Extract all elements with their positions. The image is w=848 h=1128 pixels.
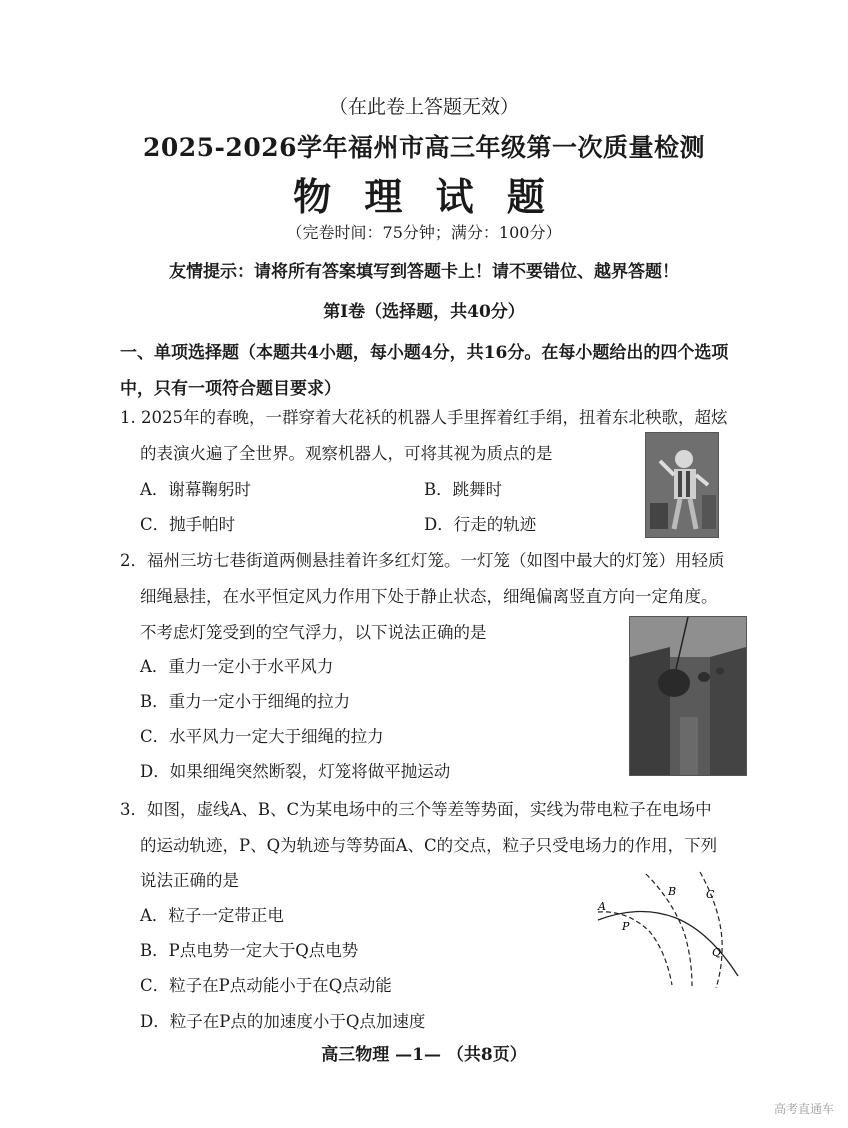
q3-option-b: B．P点电势一定大于Q点电势: [140, 941, 359, 960]
q1-stem-line2: 的表演火遍了全世界。观察机器人，可将其视为质点的是: [140, 444, 553, 463]
label-p: P: [622, 920, 630, 933]
exam-title: 2025-2026学年福州市高三年级第一次质量检测: [142, 133, 706, 162]
label-a: A: [598, 900, 606, 913]
equipotential-a: [598, 912, 672, 985]
q2-option-b: B．重力一定小于细绳的拉力: [140, 692, 351, 711]
watermark: 高考直通车: [773, 1102, 834, 1116]
q2-stem-line2: 细绳悬挂，在水平恒定风力作用下处于静止状态，细绳偏离竖直方向一定角度。: [140, 587, 718, 606]
q3-option-d: D．粒子在P点的加速度小于Q点加速度: [140, 1012, 426, 1031]
section-heading-line2: 中，只有一项符合题目要求）: [120, 379, 341, 399]
q2-stem-line1: 2．福州三坊七巷街道两侧悬挂着许多红灯笼。一灯笼（如图中最大的灯笼）用轻质: [120, 551, 725, 570]
q2-option-d: D．如果细绳突然断裂，灯笼将做平抛运动: [140, 762, 451, 781]
q3-stem-line2: 的运动轨迹，P、Q为轨迹与等势面A、C的交点，粒子只受电场力的作用，下列: [140, 836, 718, 855]
q1-option-a: A．谢幕鞠躬时: [140, 480, 251, 499]
friendly-tip: 友情提示：请将所有答案填写到答题卡上！请不要错位、越界答题！: [169, 262, 679, 282]
part-title: 第Ⅰ卷（选择题，共40分）: [323, 302, 525, 322]
q2-option-c: C．水平风力一定大于细绳的拉力: [140, 727, 384, 746]
q3-stem-line3: 说法正确的是: [140, 871, 239, 890]
q1-option-d: D．行走的轨迹: [424, 515, 537, 534]
q3-stem-line1: 3．如图，虚线A、B、C为某电场中的三个等差等势面，实线为带电粒子在电场中: [120, 800, 712, 819]
subject-title: 物 理 试 题: [293, 174, 555, 219]
q3-option-c: C．粒子在P点动能小于在Q点动能: [140, 976, 392, 995]
q1-option-c: C．抛手帕时: [140, 515, 236, 534]
exam-note: （在此卷上答题无效）: [328, 96, 519, 118]
q2-stem-line3: 不考虑灯笼受到的空气浮力，以下说法正确的是: [140, 623, 487, 642]
section-heading-line1: 一、单项选择题（本题共4小题，每小题4分，共16分。在每小题给出的四个选项: [120, 343, 729, 363]
q3-option-a: A．粒子一定带正电: [140, 906, 284, 925]
page-footer: 高三物理 —1— （共8页）: [321, 1045, 527, 1065]
label-b: B: [668, 885, 677, 898]
q1-option-b: B．跳舞时: [424, 480, 503, 499]
label-q: Q: [712, 946, 722, 959]
q1-stem-line1: 1. 2025年的春晚，一群穿着大花袄的机器人手里挥着红手绢，扭着东北秧歌，超炫: [120, 408, 728, 427]
time-info: （完卷时间：75分钟；满分：100分）: [286, 223, 562, 242]
q2-option-a: A．重力一定小于水平风力: [140, 657, 334, 676]
equipotential-diagram: [580, 870, 755, 990]
lantern-street-photo: [629, 616, 747, 776]
label-c: C: [706, 888, 715, 901]
robot-dance-photo: [645, 432, 719, 538]
